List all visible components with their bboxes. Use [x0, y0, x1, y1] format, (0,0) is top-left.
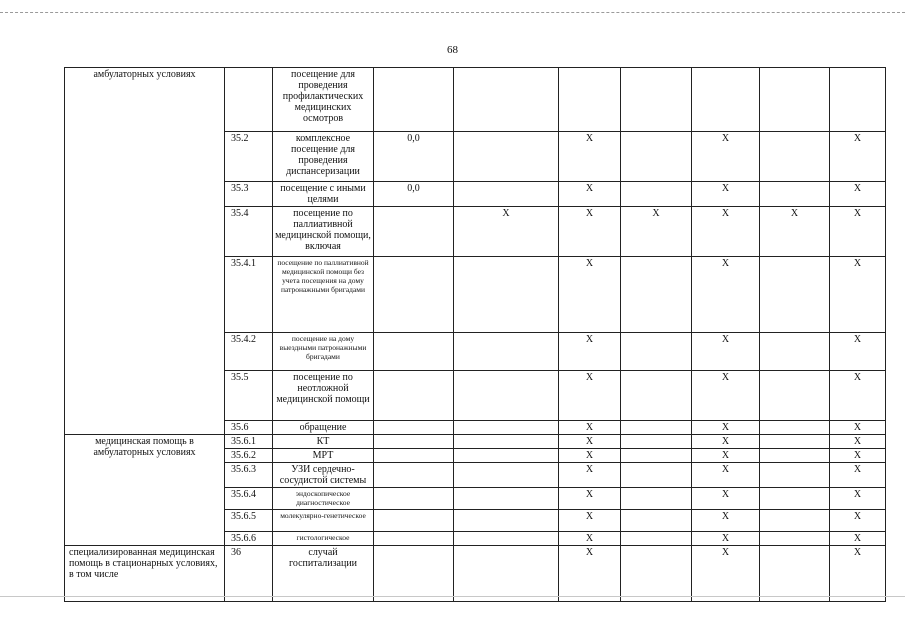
value-cell — [374, 546, 454, 602]
mark-cell — [760, 333, 830, 371]
indicator-label: посещение на дому выездными патронажными бригадами — [273, 333, 374, 371]
scan-edge-bottom — [0, 596, 905, 597]
mark-cell: Х — [830, 257, 886, 333]
mark-cell — [621, 182, 692, 207]
mark-cell: Х — [559, 207, 621, 257]
mark-cell: Х — [692, 421, 760, 435]
indicator-label: эндоскопическое диагностическое — [273, 488, 374, 510]
mark-cell: Х — [692, 371, 760, 421]
indicator-label: КТ — [273, 435, 374, 449]
indicator-label: посещение для проведения профилактических медицинских осмотров — [273, 68, 374, 132]
indicator-label: УЗИ сердечно-сосудистой системы — [273, 463, 374, 488]
value-cell — [374, 371, 454, 421]
mark-cell: Х — [692, 257, 760, 333]
mark-cell: Х — [760, 207, 830, 257]
indicator-label: посещение по паллиативной медицинской помощи без учета посещения на дому патронажными бригадами — [273, 257, 374, 333]
mark-cell — [454, 463, 559, 488]
mark-cell — [760, 488, 830, 510]
mark-cell — [454, 435, 559, 449]
mark-cell — [621, 449, 692, 463]
mark-cell — [621, 421, 692, 435]
scan-edge-top — [0, 12, 905, 13]
mark-cell — [559, 68, 621, 132]
mark-cell: Х — [830, 435, 886, 449]
mark-cell: Х — [559, 488, 621, 510]
value-cell: 0,0 — [374, 132, 454, 182]
indicator-label: посещение с иными целями — [273, 182, 374, 207]
mark-cell — [760, 132, 830, 182]
row-number: 35.6.4 — [225, 488, 273, 510]
mark-cell: Х — [830, 449, 886, 463]
mark-cell: Х — [559, 510, 621, 532]
mark-cell — [454, 532, 559, 546]
indicator-label: комплексное посещение для проведения диспансеризации — [273, 132, 374, 182]
mark-cell — [454, 182, 559, 207]
value-cell: 0,0 — [374, 182, 454, 207]
mark-cell: Х — [692, 182, 760, 207]
data-table — [64, 67, 886, 602]
mark-cell: Х — [830, 207, 886, 257]
value-cell — [374, 510, 454, 532]
value-cell — [374, 449, 454, 463]
mark-cell: Х — [559, 333, 621, 371]
section-label: медицинская помощь в амбулаторных условиях — [65, 435, 225, 546]
row-number: 35.6.2 — [225, 449, 273, 463]
mark-cell — [621, 546, 692, 602]
row-number: 35.4 — [225, 207, 273, 257]
mark-cell — [621, 333, 692, 371]
mark-cell: Х — [621, 207, 692, 257]
value-cell — [374, 333, 454, 371]
mark-cell: Х — [559, 532, 621, 546]
mark-cell — [760, 421, 830, 435]
mark-cell — [621, 463, 692, 488]
mark-cell — [454, 68, 559, 132]
indicator-label: МРТ — [273, 449, 374, 463]
row-number: 36 — [225, 546, 273, 602]
mark-cell — [621, 371, 692, 421]
mark-cell — [760, 532, 830, 546]
table-row — [65, 546, 886, 602]
mark-cell — [454, 510, 559, 532]
indicator-label: случай госпитализации — [273, 546, 374, 602]
indicator-label: посещение по паллиативной медицинской помощи, включая — [273, 207, 374, 257]
mark-cell — [621, 68, 692, 132]
mark-cell — [621, 510, 692, 532]
mark-cell — [454, 421, 559, 435]
value-cell — [374, 488, 454, 510]
mark-cell: Х — [830, 421, 886, 435]
row-number: 35.6.3 — [225, 463, 273, 488]
mark-cell — [760, 371, 830, 421]
mark-cell — [454, 371, 559, 421]
mark-cell: Х — [692, 532, 760, 546]
indicator-label: посещение по неотложной медицинской помощи — [273, 371, 374, 421]
indicator-label: молекулярно-генетическое — [273, 510, 374, 532]
row-number — [225, 68, 273, 132]
mark-cell — [760, 182, 830, 207]
mark-cell: Х — [830, 546, 886, 602]
mark-cell: Х — [692, 207, 760, 257]
page-number: 68 — [447, 44, 458, 56]
section-label: амбулаторных условиях — [65, 68, 225, 435]
value-cell — [374, 207, 454, 257]
row-number: 35.6 — [225, 421, 273, 435]
mark-cell — [454, 449, 559, 463]
row-number: 35.6.1 — [225, 435, 273, 449]
mark-cell — [621, 532, 692, 546]
mark-cell — [454, 257, 559, 333]
table-row — [65, 435, 886, 449]
mark-cell — [760, 435, 830, 449]
mark-cell: Х — [559, 257, 621, 333]
mark-cell: Х — [692, 546, 760, 602]
row-number: 35.5 — [225, 371, 273, 421]
mark-cell: Х — [559, 546, 621, 602]
mark-cell — [760, 257, 830, 333]
mark-cell: Х — [559, 182, 621, 207]
row-number: 35.6.6 — [225, 532, 273, 546]
mark-cell: Х — [830, 333, 886, 371]
row-number: 35.3 — [225, 182, 273, 207]
section-label: специализированная медицинская помощь в стационарных условиях, в том числе — [65, 546, 225, 602]
value-cell — [374, 421, 454, 435]
mark-cell: Х — [692, 449, 760, 463]
mark-cell — [692, 68, 760, 132]
mark-cell — [760, 510, 830, 532]
mark-cell: Х — [692, 463, 760, 488]
value-cell — [374, 463, 454, 488]
table-row — [65, 68, 886, 132]
row-number: 35.4.1 — [225, 257, 273, 333]
mark-cell — [760, 463, 830, 488]
mark-cell: Х — [692, 435, 760, 449]
mark-cell: Х — [559, 132, 621, 182]
mark-cell: Х — [692, 132, 760, 182]
row-number: 35.6.5 — [225, 510, 273, 532]
mark-cell — [621, 132, 692, 182]
mark-cell: Х — [559, 371, 621, 421]
mark-cell — [760, 546, 830, 602]
mark-cell: Х — [830, 463, 886, 488]
indicator-label: обращение — [273, 421, 374, 435]
mark-cell: Х — [830, 488, 886, 510]
row-number: 35.4.2 — [225, 333, 273, 371]
mark-cell — [454, 546, 559, 602]
mark-cell: Х — [830, 132, 886, 182]
mark-cell — [760, 449, 830, 463]
value-cell — [374, 68, 454, 132]
row-number: 35.2 — [225, 132, 273, 182]
value-cell — [374, 532, 454, 546]
mark-cell: Х — [692, 510, 760, 532]
mark-cell: Х — [559, 463, 621, 488]
mark-cell — [454, 333, 559, 371]
mark-cell — [760, 68, 830, 132]
mark-cell: Х — [559, 449, 621, 463]
mark-cell — [621, 435, 692, 449]
mark-cell: Х — [830, 182, 886, 207]
mark-cell: Х — [559, 421, 621, 435]
mark-cell — [454, 132, 559, 182]
mark-cell: Х — [692, 333, 760, 371]
mark-cell — [830, 68, 886, 132]
mark-cell: Х — [692, 488, 760, 510]
mark-cell: Х — [830, 510, 886, 532]
mark-cell: Х — [559, 435, 621, 449]
value-cell — [374, 435, 454, 449]
mark-cell — [621, 257, 692, 333]
indicator-label: гистологическое — [273, 532, 374, 546]
mark-cell — [621, 488, 692, 510]
mark-cell — [454, 488, 559, 510]
mark-cell: Х — [830, 532, 886, 546]
value-cell — [374, 257, 454, 333]
mark-cell: Х — [454, 207, 559, 257]
mark-cell: Х — [830, 371, 886, 421]
